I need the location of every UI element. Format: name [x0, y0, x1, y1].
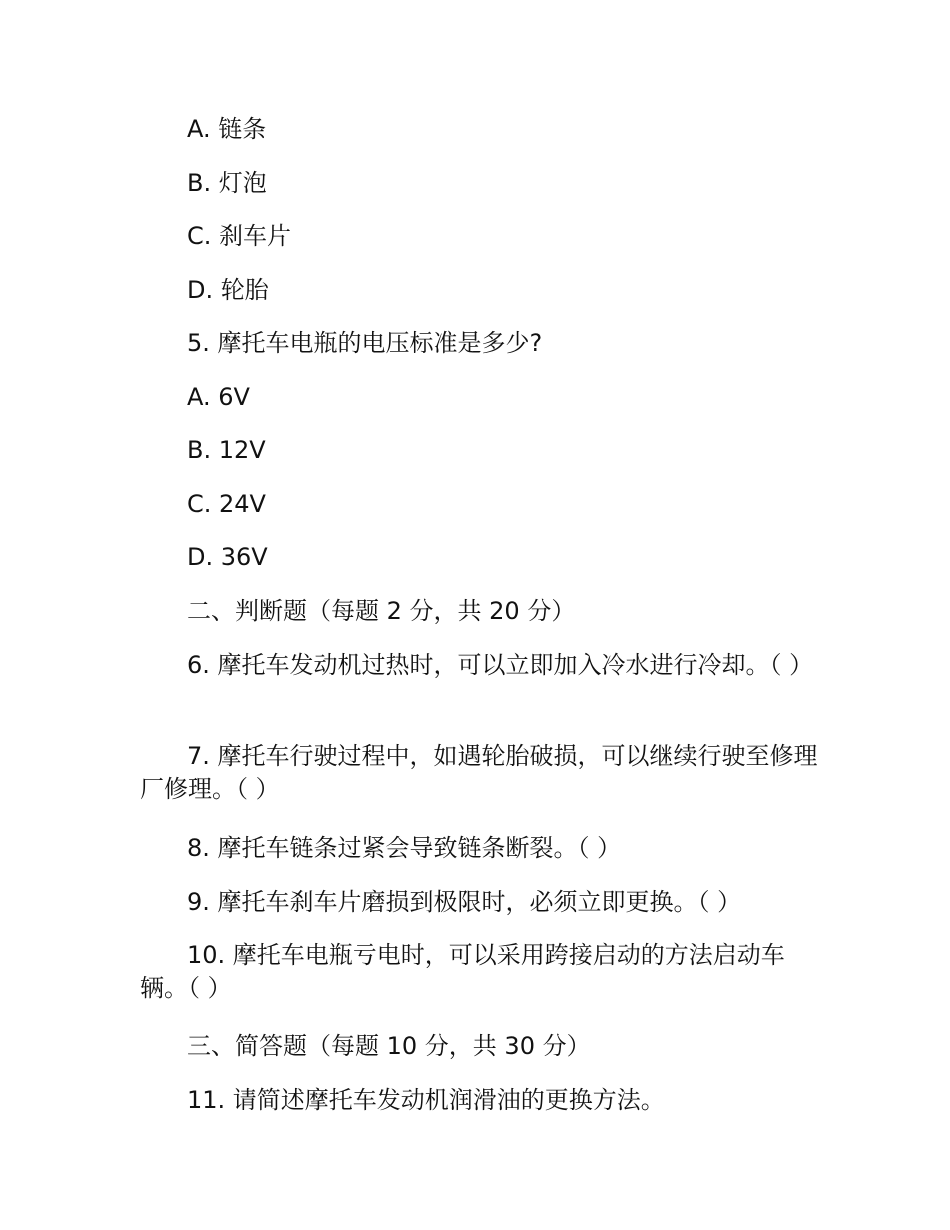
- question-10: 10. 摩托车电瓶亏电时，可以采用跨接启动的方法启动车辆。（ ）: [140, 941, 785, 1002]
- option-a-chain: A. 链条: [187, 115, 267, 143]
- section-heading-true-false: 二、判断题（每题 2 分，共 20 分）: [187, 597, 576, 625]
- option-a-6v: A. 6V: [187, 383, 250, 411]
- option-c-brake-pad: C. 刹车片: [187, 222, 292, 250]
- question-9: 9. 摩托车刹车片磨损到极限时，必须立即更换。（ ）: [187, 888, 742, 916]
- question-6: 6. 摩托车发动机过热时，可以立即加入冷水进行冷却。（ ）: [187, 651, 814, 679]
- option-b-12v: B. 12V: [187, 436, 266, 464]
- question-5: 5. 摩托车电瓶的电压标准是多少?: [187, 329, 543, 357]
- option-d-36v: D. 36V: [187, 543, 268, 571]
- option-c-24v: C. 24V: [187, 490, 266, 518]
- question-8: 8. 摩托车链条过紧会导致链条断裂。（ ）: [187, 834, 622, 862]
- option-b-bulb: B. 灯泡: [187, 169, 267, 197]
- question-11: 11. 请简述摩托车发动机润滑油的更换方法。: [187, 1086, 665, 1114]
- question-7: 7. 摩托车行驶过程中，如遇轮胎破损，可以继续行驶至修理厂修理。（ ）: [140, 742, 818, 803]
- option-d-tire: D. 轮胎: [187, 276, 269, 304]
- section-heading-short-answer: 三、简答题（每题 10 分，共 30 分）: [187, 1032, 591, 1060]
